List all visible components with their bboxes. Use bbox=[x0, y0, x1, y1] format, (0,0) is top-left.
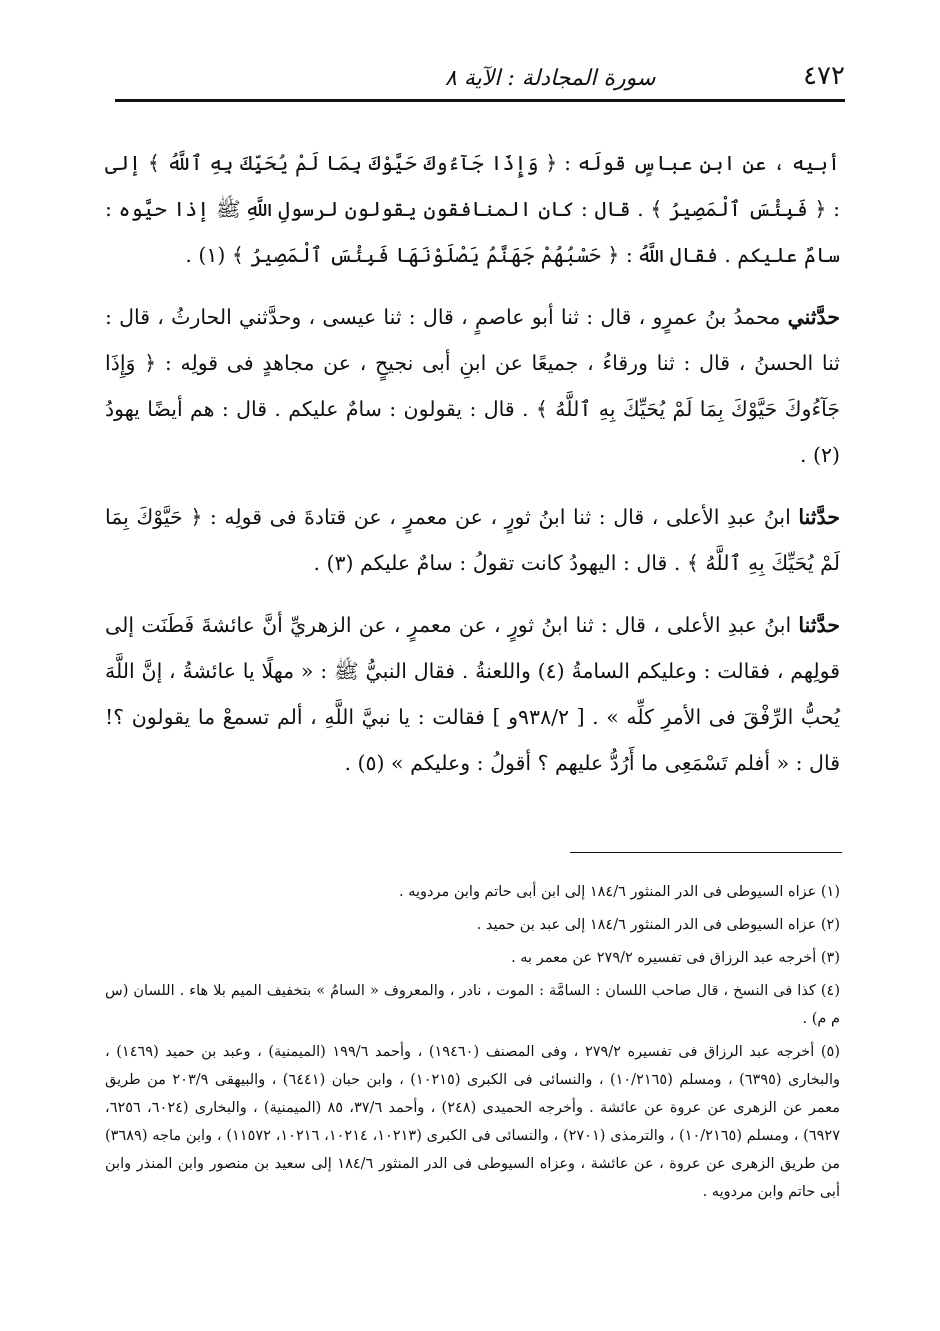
running-title: سورة المجادلة : الآية ٨ bbox=[445, 66, 656, 91]
paragraph-text: محمدُ بنُ عمرٍو ، قال : ثنا أبو عاصمٍ ، قال : ثنا عيسى ، وحدَّثني الحارثُ ، قال : ثنا الحسنُ ، قال : ثنا ورقاءُ ، جميعًا عن ابنِ أبى نجيحٍ ، عن مجاهدٍ فى قولِه : ﴿ وَإِذَا جَآءُوكَ حَيَّوْكَ بِمَا لَمْ يُحَيِّكَ بِهِ ٱللَّهُ ﴾ . قال : يقولون : سامٌ عليكم . قال : هم أيضًا يهودُ (٢) . bbox=[105, 305, 840, 467]
page-header bbox=[115, 42, 845, 102]
main-text bbox=[105, 140, 840, 802]
paragraph bbox=[105, 494, 840, 586]
paragraph-text: ابنُ عبدِ الأعلى ، قال : ثنا ابنُ ثورٍ ، عن معمرٍ ، عن الزهريِّ أنَّ عائشةَ فَطَنَت إلى قولِهم ، فقالت : وعليكم السامةُ (٤) واللعنةُ . فقال النبيُّ ﷺ : « مهلًا يا عائشةُ ، إنَّ اللَّهَ يُحبُّ الرِّفْقَ فى الأمرِ كلِّه » . [ ٩٣٨/٢و ] فقالت : يا نبيَّ اللَّهِ ، ألم تسمعْ ما يقولون ؟! قال : « أفلم تَسْمَعِى ما أَرُدُّ عليهم ؟ أقولُ : وعليكم » (٥) . bbox=[105, 613, 841, 775]
footnote: (١) عزاه السيوطى فى الدر المنثور ١٨٤/٦ إلى ابن أبى حاتم وابن مردويه . bbox=[398, 884, 840, 900]
paragraph-text: ابنُ عبدِ الأعلى ، قال : ثنا ابنُ ثورٍ ، عن معمرٍ ، عن قتادةَ فى قولِه : ﴿ حَيَّوْكَ بِمَا لَمْ يُحَيِّكَ بِهِ ٱللَّهُ ﴾ . قال : اليهودُ كانت تقولُ : سامٌ عليكم (٣) . bbox=[105, 505, 840, 575]
footnote: (٣) أخرجه عبد الرزاق فى تفسيره ٢٧٩/٢ عن معمر به . bbox=[511, 950, 840, 966]
paragraph bbox=[105, 294, 840, 478]
footnote: (٢) عزاه السيوطى فى الدر المنثور ١٨٤/٦ إلى عبد بن حميد . bbox=[476, 917, 840, 933]
paragraph-lead: حدَّثنا bbox=[798, 613, 840, 637]
paragraph bbox=[105, 602, 840, 786]
paragraph-text: أبيه ، عن ابنِ عباسٍ قولَه : ﴿ وَإِذَا جَآءُوكَ حَيَّوْكَ بِمَا لَمْ يُحَيِّكَ بِهِ ٱللَّهُ ﴾ إلى : ﴿ فَبِئْسَ ٱلْمَصِيرُ ﴾ . قال : كان المنافقون يقولون لرسولِ اللَّهِ ﷺ إذا حيَّوه : سامٌ عليكم . فقال اللَّهُ : ﴿ حَسْبُهُمْ جَهَنَّمُ يَصْلَوْنَهَا فَبِئْسَ ٱلْمَصِيرُ ﴾ (١) . bbox=[105, 151, 840, 267]
footnote: (٤) كذا فى النسخ ، قال صاحب اللسان : السامَّة : الموت ، نادر ، والمعروف « السامُ » بتخفيف الميم بلا هاء . اللسان (س م م) . bbox=[105, 983, 840, 1027]
footnote-divider bbox=[570, 852, 842, 853]
footnotes bbox=[105, 878, 840, 1211]
page-number: ٤٧٢ bbox=[803, 61, 845, 91]
paragraph-lead: حدَّثني bbox=[787, 305, 840, 329]
footnote: (٥) أخرجه عبد الرزاق فى تفسيره ٢٧٩/٢ ، وفى المصنف (١٩٤٦٠) ، وأحمد ١٩٩/٦ (الميمنية) ، وعبد بن حميد (١٤٦٩) ، والبخارى (٦٣٩٥) ، ومسلم (١٠/٢١٦٥) ، والنسائى فى الكبرى (١٠٢١٥) ، وابن حبان (٦٤٤١) ، والبيهقى ٢٠٣/٩ من طريق معمر عن الزهرى عن عروة عن عائشة . وأخرجه الحميدى (٢٤٨) ، وأحمد ٣٧/٦، ٨٥ (الميمنية) ، والبخارى (٦٠٢٤، ٦٢٥٦، ٦٩٢٧) ، ومسلم (١٠/٢١٦٥) ، والترمذى (٢٧٠١) ، والنسائى فى الكبرى (١٠٢١٣، ١٠٢١٤، ١٠٢١٦، ١١٥٧٢) ، وابن ماجه (٣٦٨٩) من طريق الزهرى عن عروة ، عن عائشة ، وعزاه السيوطى فى الدر المنثور ١٨٤/٦ إلى سعيد بن منصور وابن المنذر وابن أبى حاتم وابن مردويه . bbox=[105, 1044, 841, 1200]
paragraph-lead: حدَّثنا bbox=[798, 505, 840, 529]
paragraph bbox=[105, 140, 840, 278]
